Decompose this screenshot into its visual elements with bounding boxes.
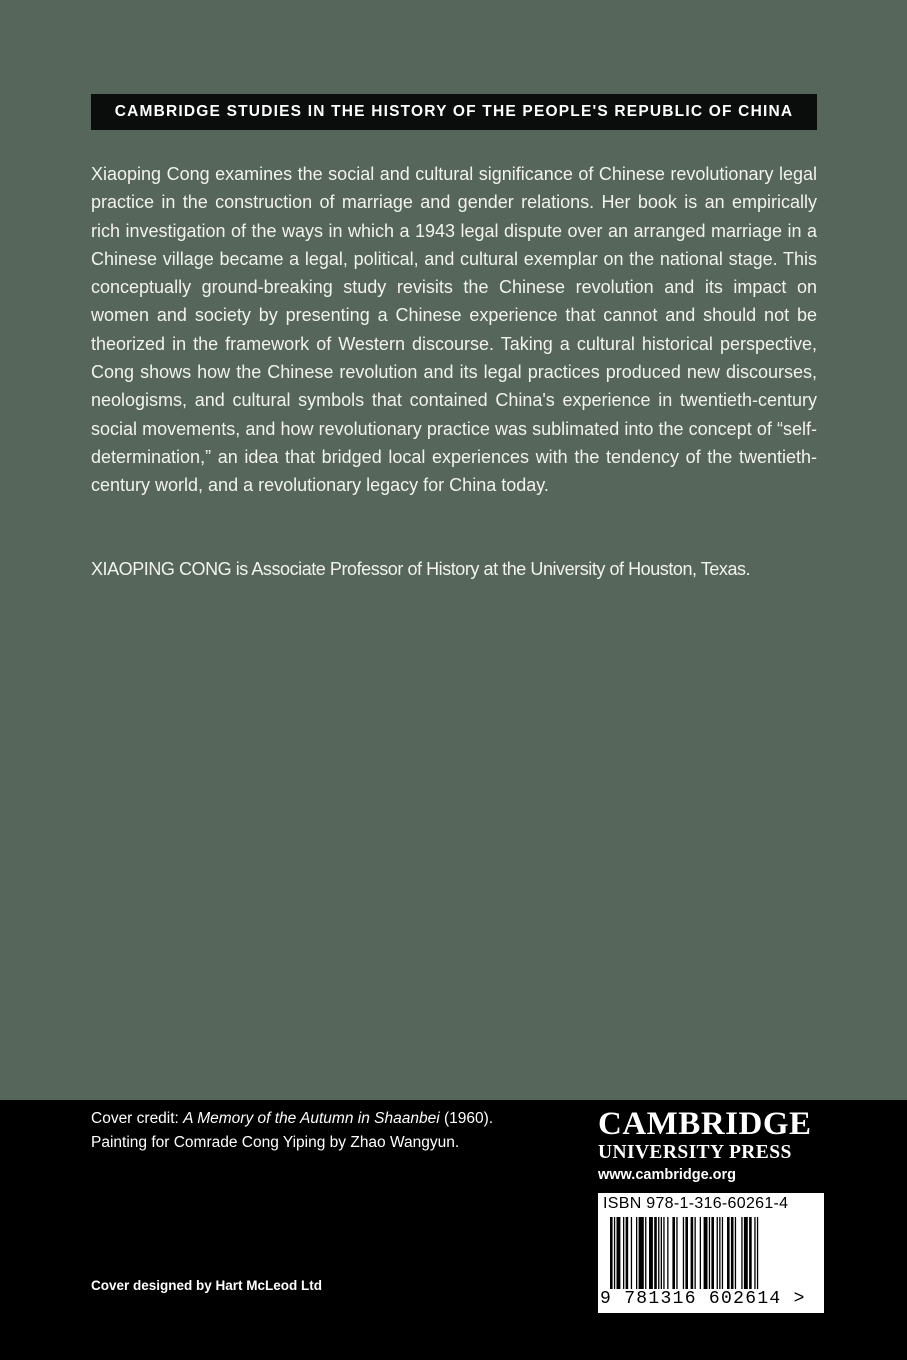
barcode-bar bbox=[695, 1217, 696, 1289]
barcode-bar bbox=[722, 1217, 723, 1289]
barcode-bar bbox=[654, 1217, 657, 1289]
barcode-bar bbox=[636, 1217, 637, 1289]
cover-credit-title: A Memory of the Autumn in Shaanbei bbox=[183, 1110, 440, 1127]
barcode-bar bbox=[744, 1217, 748, 1289]
barcode-bar bbox=[731, 1217, 734, 1289]
barcode-bar bbox=[709, 1217, 710, 1289]
barcode-bar bbox=[735, 1217, 736, 1289]
barcode-bar bbox=[661, 1217, 662, 1289]
barcode-bar bbox=[711, 1217, 714, 1289]
cover-credit-details: (1960). Painting for Comrade Cong Yiping by Zhao Wangyun. bbox=[91, 1110, 494, 1151]
publisher-name: CAMBRIDGE bbox=[598, 1106, 812, 1142]
barcode-bar bbox=[645, 1217, 646, 1289]
barcode-bar bbox=[614, 1217, 615, 1289]
barcode-bar bbox=[626, 1217, 629, 1289]
series-banner bbox=[91, 94, 817, 130]
isbn-label: ISBN 978-1-316-60261-4 bbox=[603, 1195, 789, 1212]
barcode-bar bbox=[649, 1217, 653, 1289]
barcode-bar bbox=[610, 1217, 613, 1289]
barcode-bar bbox=[757, 1217, 758, 1289]
barcode-bar bbox=[691, 1217, 694, 1289]
publisher-subtitle: UNIVERSITY PRESS bbox=[598, 1142, 792, 1163]
barcode-bar bbox=[749, 1217, 752, 1289]
barcode-bar bbox=[727, 1217, 730, 1289]
barcode-bar bbox=[676, 1217, 677, 1289]
barcode-bar bbox=[683, 1217, 684, 1289]
cover-designer: Cover designed by Hart McLeod Ltd bbox=[91, 1278, 323, 1293]
barcode-bar bbox=[617, 1217, 621, 1289]
publisher-url: www.cambridge.org bbox=[598, 1167, 737, 1183]
barcode-bar bbox=[704, 1217, 708, 1289]
barcode-bar bbox=[639, 1217, 644, 1289]
barcode-bar bbox=[700, 1217, 701, 1289]
barcode-bar bbox=[663, 1217, 664, 1289]
author-bio: XIAOPING CONG is Associate Professor of History at the University of Houston, Texas. bbox=[91, 559, 751, 579]
book-description: Xiaoping Cong examines the social and cultural significance of Chinese revolutionary legal practice in the construction of marriage and gender relations. Her book is an empirically rich investigation of the ways in which a 1943 legal dispute over an arranged marriage in a Chinese village became a legal, political, and cultural exemplar on the national stage. This conceptually ground-breaking study revisits the Chinese revolution and its impact on women and society by presenting a Chinese experience that cannot and should not be theorized in the framework of Western discourse. Taking a cultural historical perspective, Cong shows how the Chinese revolution and its legal practices produced new discourses, neologisms, and cultural symbols that contained China's experience in twentieth-century social movements, and how revolutionary practice was sublimated into the concept of “self-determination,” an idea that bridged local experiences with the tendency of the twentieth-century world, and a revolutionary legacy for China today. bbox=[91, 164, 817, 496]
barcode-digits: 9 781316 602614 > bbox=[600, 1289, 806, 1309]
barcode-bar bbox=[631, 1217, 632, 1289]
series-title: CAMBRIDGE STUDIES IN THE HISTORY OF THE PEOPLE'S REPUBLIC OF CHINA bbox=[114, 103, 794, 120]
barcode-bar bbox=[672, 1217, 675, 1289]
barcode-bar bbox=[719, 1217, 720, 1289]
barcode-bar bbox=[658, 1217, 659, 1289]
barcode-bar bbox=[754, 1217, 755, 1289]
barcode-bar bbox=[667, 1217, 668, 1289]
cover-credit-label: Cover credit: bbox=[91, 1110, 184, 1127]
barcode-panel bbox=[598, 1193, 824, 1313]
barcode-bar bbox=[741, 1217, 742, 1289]
barcode-icon bbox=[610, 1217, 812, 1289]
barcode-bar bbox=[685, 1217, 688, 1289]
publisher-logo bbox=[598, 1106, 828, 1186]
cover-credit bbox=[91, 1107, 511, 1155]
barcode-bar bbox=[717, 1217, 718, 1289]
barcode-bar bbox=[623, 1217, 624, 1289]
